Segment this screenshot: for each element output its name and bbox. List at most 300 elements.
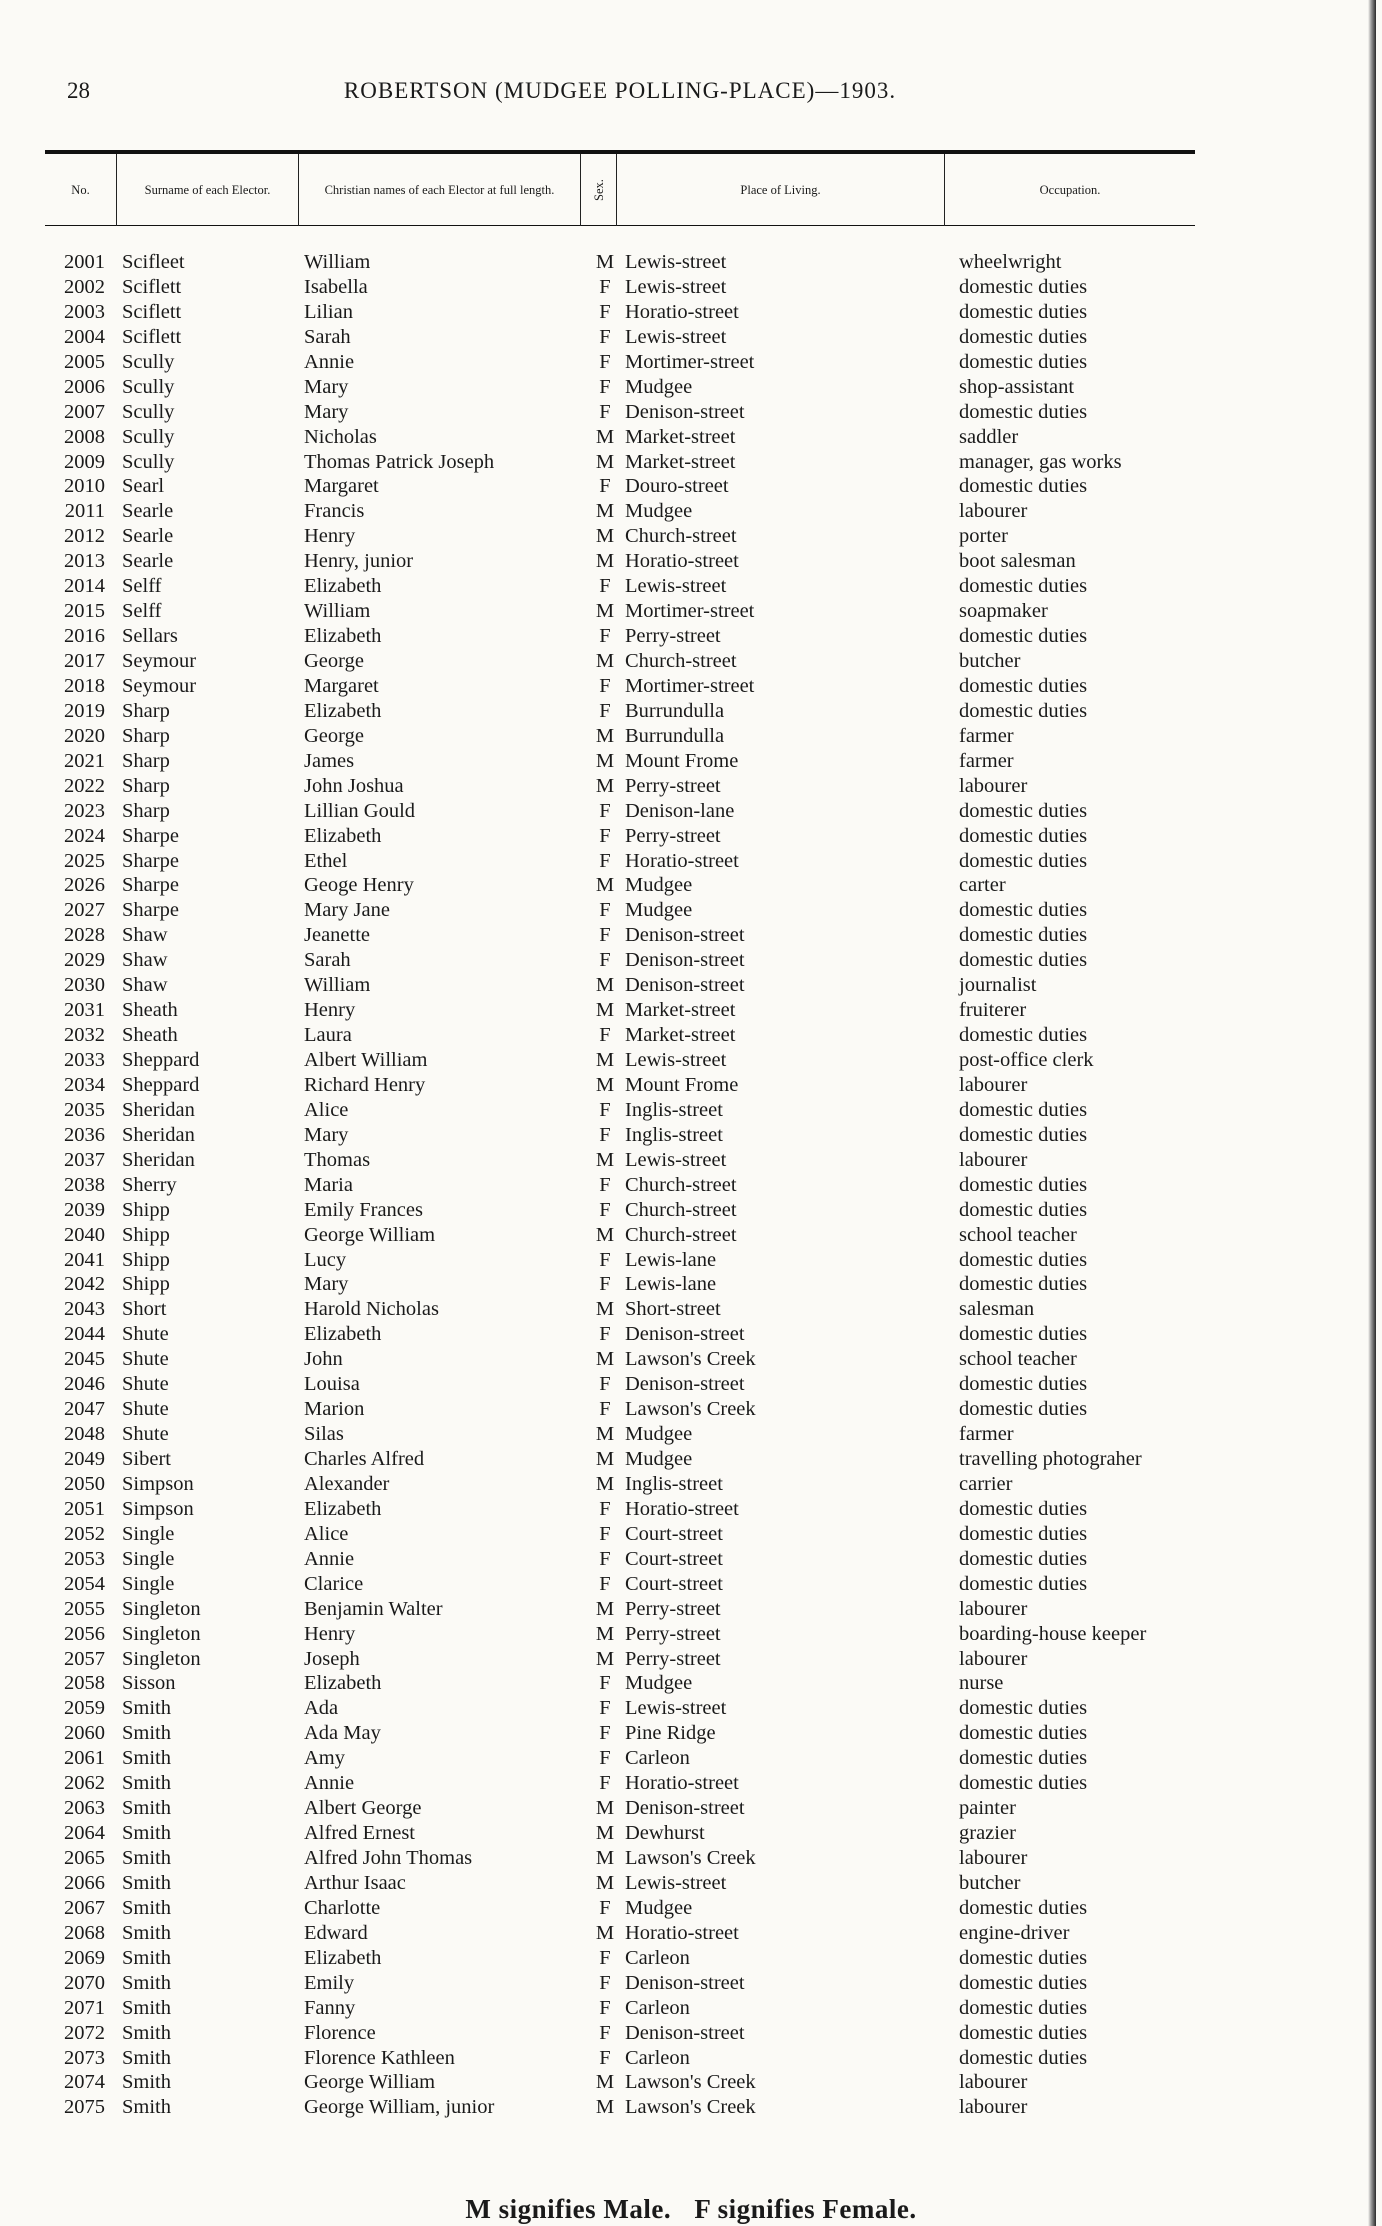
elector-number: 2064	[64, 1822, 105, 1845]
elector-surname: Sheppard	[122, 1073, 200, 1096]
elector-occupation: domestic duties	[959, 1996, 1088, 2019]
elector-sex: F	[599, 699, 611, 722]
table-row	[45, 725, 1195, 750]
elector-number: 2030	[64, 974, 105, 997]
male-note: M signifies Male.	[465, 2194, 672, 2224]
elector-surname: Scully	[122, 350, 175, 373]
elector-surname: Single	[122, 1547, 175, 1570]
elector-sex: F	[599, 899, 611, 922]
elector-place: Perry-street	[625, 1597, 721, 1620]
elector-christian-names: Mary	[304, 375, 349, 398]
elector-place: Perry-street	[625, 1622, 721, 1645]
elector-surname: Sharp	[122, 749, 170, 772]
elector-place: Inglis-street	[625, 1472, 723, 1495]
elector-number: 2028	[64, 924, 105, 947]
elector-number: 2073	[64, 2046, 105, 2069]
table-row	[45, 2071, 1195, 2096]
table-row	[45, 1199, 1195, 1224]
elector-number: 2046	[64, 1373, 105, 1396]
elector-christian-names: Amy	[304, 1747, 345, 1770]
elector-sex: F	[599, 1996, 611, 2019]
elector-surname: Smith	[122, 2071, 171, 2094]
elector-occupation: domestic duties	[959, 799, 1088, 822]
elector-place: Horatio-street	[625, 1921, 739, 1944]
elector-occupation: domestic duties	[959, 1398, 1088, 1421]
elector-place: Horatio-street	[625, 550, 739, 573]
elector-surname: Shipp	[122, 1273, 170, 1296]
table-row	[45, 1772, 1195, 1797]
elector-place: Lewis-lane	[625, 1248, 717, 1271]
elector-surname: Smith	[122, 1722, 171, 1745]
elector-sex: M	[595, 650, 615, 672]
elector-occupation: domestic duties	[959, 849, 1088, 872]
elector-christian-names: Elizabeth	[304, 1672, 382, 1695]
elector-christian-names: Clarice	[304, 1572, 364, 1595]
table-row	[45, 899, 1195, 924]
table-row	[45, 2096, 1195, 2121]
elector-occupation: wheelwright	[959, 251, 1062, 273]
elector-surname: Scully	[122, 400, 175, 423]
elector-number: 2004	[64, 325, 105, 348]
elector-surname: Sheridan	[122, 1148, 195, 1171]
elector-number: 2025	[64, 849, 105, 872]
elector-occupation: domestic duties	[959, 1248, 1088, 1271]
elector-place: Perry-street	[625, 774, 721, 797]
elector-surname: Singleton	[122, 1622, 201, 1645]
elector-surname: Sharpe	[122, 899, 179, 922]
elector-number: 2035	[64, 1098, 105, 1121]
elector-christian-names: Edward	[304, 1921, 368, 1944]
elector-sex: F	[599, 1173, 611, 1196]
elector-sex: F	[599, 674, 611, 697]
column-header-sex: Sex.	[581, 154, 617, 226]
table-row	[45, 1897, 1195, 1922]
elector-place: Horatio-street	[625, 849, 739, 872]
elector-place: Lewis-street	[625, 1697, 727, 1720]
elector-place: Church-street	[625, 650, 737, 672]
elector-surname: Smith	[122, 1896, 171, 1919]
elector-number: 2045	[64, 1348, 105, 1371]
female-note: F signifies Female.	[694, 2194, 917, 2224]
elector-occupation: domestic duties	[959, 325, 1088, 348]
elector-number: 2003	[64, 300, 105, 323]
elector-christian-names: Isabella	[304, 275, 368, 298]
table-row	[45, 1074, 1195, 1099]
elector-number: 2033	[64, 1049, 105, 1071]
elector-christian-names: Alfred Ernest	[304, 1822, 415, 1845]
elector-place: Perry-street	[625, 1647, 721, 1670]
table-row	[45, 1648, 1195, 1673]
elector-number: 2010	[64, 475, 105, 498]
elector-christian-names: Jeanette	[304, 924, 371, 947]
elector-occupation: saddler	[959, 425, 1019, 448]
column-header-place: Place of Living.	[617, 154, 945, 226]
elector-sex: F	[599, 1572, 611, 1595]
elector-sex: M	[595, 724, 615, 747]
elector-occupation: labourer	[959, 2096, 1028, 2119]
elector-place: Mudgee	[625, 375, 693, 398]
elector-place: Mount Frome	[625, 749, 739, 772]
elector-sex: M	[595, 2096, 615, 2119]
elector-christian-names: Silas	[304, 1423, 344, 1446]
elector-place: Lewis-street	[625, 275, 727, 298]
page-edge-shadow	[1368, 0, 1376, 2226]
elector-number: 2013	[64, 550, 105, 573]
elector-place: Denison-street	[625, 1373, 745, 1396]
table-row	[45, 1498, 1195, 1523]
table-row	[45, 1972, 1195, 1997]
elector-surname: Sharp	[122, 724, 170, 747]
elector-occupation: domestic duties	[959, 300, 1088, 323]
elector-christian-names: Maria	[304, 1173, 353, 1196]
elector-number: 2015	[64, 600, 105, 623]
elector-surname: Sharp	[122, 799, 170, 822]
elector-sex: F	[599, 1273, 611, 1296]
elector-christian-names: George	[304, 724, 364, 747]
elector-christian-names: Louisa	[304, 1373, 360, 1396]
elector-surname: Smith	[122, 1946, 171, 1969]
elector-place: Mount Frome	[625, 1073, 739, 1096]
elector-occupation: domestic duties	[959, 575, 1088, 598]
elector-christian-names: John Joshua	[304, 774, 404, 797]
table-row	[45, 700, 1195, 725]
elector-place: Court-street	[625, 1547, 723, 1570]
elector-sex: F	[599, 849, 611, 872]
elector-number: 2075	[64, 2096, 105, 2119]
table-row	[45, 1323, 1195, 1348]
table-row	[45, 575, 1195, 600]
elector-surname: Sheridan	[122, 1123, 195, 1146]
elector-occupation: butcher	[959, 1871, 1021, 1894]
elector-place: Pine Ridge	[625, 1722, 716, 1745]
elector-christian-names: Francis	[304, 500, 365, 523]
elector-sex: M	[595, 425, 615, 448]
elector-sex: F	[599, 1946, 611, 1969]
sex-legend	[0, 2194, 1382, 2225]
elector-surname: Shute	[122, 1398, 169, 1421]
elector-number: 2066	[64, 1871, 105, 1894]
table-row	[45, 974, 1195, 999]
table-row	[45, 1872, 1195, 1897]
elector-sex: F	[599, 575, 611, 598]
elector-surname: Searle	[122, 525, 174, 548]
elector-sex: M	[595, 1423, 615, 1446]
elector-sex: M	[595, 974, 615, 997]
elector-surname: Singleton	[122, 1647, 201, 1670]
elector-occupation: domestic duties	[959, 350, 1088, 373]
elector-christian-names: Annie	[304, 350, 355, 373]
elector-christian-names: Mary	[304, 1123, 349, 1146]
elector-occupation: labourer	[959, 500, 1028, 523]
elector-place: Horatio-street	[625, 1772, 739, 1795]
elector-occupation: soapmaker	[959, 600, 1048, 623]
elector-surname: Shipp	[122, 1223, 170, 1246]
elector-place: Inglis-street	[625, 1098, 723, 1121]
elector-christian-names: Albert George	[304, 1797, 422, 1820]
elector-surname: Shute	[122, 1348, 169, 1371]
elector-number: 2043	[64, 1298, 105, 1321]
elector-surname: Searle	[122, 500, 174, 523]
column-header-row	[45, 150, 1195, 226]
elector-surname: Shaw	[122, 924, 168, 947]
elector-surname: Seymour	[122, 674, 197, 697]
elector-sex: F	[599, 824, 611, 847]
table-row	[45, 251, 1195, 276]
elector-christian-names: Emily Frances	[304, 1198, 423, 1221]
elector-occupation: carrier	[959, 1472, 1013, 1495]
elector-occupation: domestic duties	[959, 1697, 1088, 1720]
elector-number: 2007	[64, 400, 105, 423]
elector-number: 2037	[64, 1148, 105, 1171]
elector-place: Mudgee	[625, 1672, 693, 1695]
elector-sex: M	[595, 1448, 615, 1470]
elector-number: 2072	[64, 2021, 105, 2044]
elector-number: 2038	[64, 1173, 105, 1196]
table-row	[45, 874, 1195, 899]
elector-place: Mudgee	[625, 899, 693, 922]
column-header-surname: Surname of each Elector.	[117, 154, 299, 226]
elector-sex: M	[595, 1871, 615, 1894]
table-row	[45, 625, 1195, 650]
elector-number: 2041	[64, 1248, 105, 1271]
elector-occupation: boarding-house keeper	[959, 1622, 1147, 1645]
elector-number: 2050	[64, 1472, 105, 1495]
elector-sex: F	[599, 1547, 611, 1570]
elector-number: 2012	[64, 525, 105, 548]
elector-number: 2047	[64, 1398, 105, 1421]
elector-occupation: salesman	[959, 1298, 1035, 1321]
elector-sex: F	[599, 400, 611, 423]
elector-place: Market-street	[625, 1024, 736, 1047]
elector-place: Douro-street	[625, 475, 729, 498]
elector-number: 2019	[64, 699, 105, 722]
elector-occupation: labourer	[959, 1647, 1028, 1670]
elector-christian-names: Joseph	[304, 1647, 360, 1670]
elector-place: Mortimer-street	[625, 350, 755, 373]
table-row	[45, 301, 1195, 326]
elector-surname: Scully	[122, 375, 175, 398]
elector-christian-names: Ada	[304, 1697, 339, 1720]
table-row	[45, 2022, 1195, 2047]
elector-number: 2065	[64, 1847, 105, 1869]
elector-place: Market-street	[625, 450, 736, 473]
elector-number: 2058	[64, 1672, 105, 1695]
elector-number: 2059	[64, 1697, 105, 1720]
elector-christian-names: John	[304, 1348, 343, 1371]
elector-sex: F	[599, 2046, 611, 2069]
elector-number: 2048	[64, 1423, 105, 1446]
elector-number: 2011	[64, 500, 105, 523]
table-row	[45, 1573, 1195, 1598]
elector-place: Denison-street	[625, 949, 745, 972]
column-header-occupation: Occupation.	[1039, 183, 1101, 197]
table-row	[45, 1373, 1195, 1398]
elector-christian-names: Mary	[304, 1273, 349, 1296]
elector-number: 2042	[64, 1273, 105, 1296]
table-row	[45, 949, 1195, 974]
table-row	[45, 1298, 1195, 1323]
elector-place: Church-street	[625, 525, 737, 548]
elector-number: 2022	[64, 774, 105, 797]
elector-surname: Single	[122, 1522, 175, 1545]
elector-christian-names: Lilian	[304, 300, 353, 323]
table-row	[45, 1947, 1195, 1972]
elector-place: Lawson's Creek	[625, 2071, 756, 2094]
elector-occupation: grazier	[959, 1822, 1016, 1845]
elector-place: Lawson's Creek	[625, 1348, 756, 1371]
elector-occupation: domestic duties	[959, 1896, 1088, 1919]
elector-occupation: domestic duties	[959, 625, 1088, 648]
elector-number: 2002	[64, 275, 105, 298]
elector-surname: Smith	[122, 1996, 171, 2019]
elector-occupation: domestic duties	[959, 2046, 1088, 2069]
elector-number: 2039	[64, 1198, 105, 1221]
elector-christian-names: Alexander	[304, 1472, 390, 1495]
elector-number: 2016	[64, 625, 105, 648]
elector-place: Short-street	[625, 1298, 721, 1321]
table-row	[45, 1273, 1195, 1298]
elector-place: Lewis-street	[625, 1049, 727, 1071]
elector-surname: Sharp	[122, 774, 170, 797]
elector-christian-names: Sarah	[304, 949, 351, 972]
page-title: ROBERTSON (MUDGEE POLLING-PLACE)—1903.	[343, 78, 897, 103]
elector-place: Lawson's Creek	[625, 1847, 756, 1869]
elector-surname: Sciflett	[122, 275, 182, 298]
elector-surname: Shute	[122, 1373, 169, 1396]
elector-occupation: domestic duties	[959, 1572, 1088, 1595]
elector-christian-names: Emily	[304, 1971, 355, 1994]
elector-number: 2044	[64, 1323, 105, 1346]
elector-number: 2005	[64, 350, 105, 373]
elector-number: 2034	[64, 1073, 105, 1096]
elector-christian-names: Sarah	[304, 325, 351, 348]
page-number: 28	[67, 78, 90, 103]
table-row	[45, 1124, 1195, 1149]
column-header-christian-names: Christian names of each Elector at full length.	[299, 154, 581, 226]
elector-occupation: farmer	[959, 724, 1014, 747]
elector-christian-names: Harold Nicholas	[304, 1298, 439, 1321]
elector-sex: M	[595, 525, 615, 548]
elector-place: Lawson's Creek	[625, 1398, 756, 1421]
elector-christian-names: James	[304, 749, 355, 772]
elector-place: Perry-street	[625, 625, 721, 648]
table-row	[45, 1473, 1195, 1498]
elector-place: Burrundulla	[625, 699, 725, 722]
elector-number: 2055	[64, 1597, 105, 1620]
elector-sex: F	[599, 1722, 611, 1745]
table-row	[45, 650, 1195, 675]
elector-number: 2032	[64, 1024, 105, 1047]
elector-number: 2067	[64, 1896, 105, 1919]
elector-occupation: domestic duties	[959, 1497, 1088, 1520]
elector-number: 2014	[64, 575, 105, 598]
elector-number: 2017	[64, 650, 105, 672]
elector-number: 2071	[64, 1996, 105, 2019]
elector-surname: Searl	[122, 475, 165, 498]
elector-occupation: domestic duties	[959, 899, 1088, 922]
elector-place: Mudgee	[625, 1423, 693, 1446]
elector-surname: Smith	[122, 1921, 171, 1944]
elector-number: 2070	[64, 1971, 105, 1994]
elector-sex: M	[595, 1622, 615, 1645]
table-row	[45, 1448, 1195, 1473]
elector-surname: Scully	[122, 425, 175, 448]
elector-occupation: domestic duties	[959, 475, 1088, 498]
elector-sex: M	[595, 1921, 615, 1944]
table-row	[45, 1049, 1195, 1074]
elector-sex: M	[595, 1148, 615, 1171]
elector-christian-names: Alfred John Thomas	[304, 1847, 473, 1869]
elector-place: Perry-street	[625, 824, 721, 847]
elector-surname: Sciflett	[122, 300, 182, 323]
elector-christian-names: William	[304, 251, 371, 273]
elector-place: Denison-street	[625, 1323, 745, 1346]
elector-number: 2027	[64, 899, 105, 922]
page-header	[45, 78, 1195, 118]
elector-number: 2051	[64, 1497, 105, 1520]
elector-sex: F	[599, 1896, 611, 1919]
elector-place: Lewis-street	[625, 325, 727, 348]
elector-place: Carleon	[625, 1747, 690, 1770]
elector-number: 2074	[64, 2071, 105, 2094]
elector-surname: Scully	[122, 450, 175, 473]
table-row	[45, 1348, 1195, 1373]
elector-christian-names: Florence	[304, 2021, 376, 2044]
elector-surname: Smith	[122, 1871, 171, 1894]
elector-occupation: porter	[959, 525, 1008, 548]
table-row	[45, 750, 1195, 775]
elector-place: Carleon	[625, 1996, 690, 2019]
elector-surname: Scifleet	[122, 251, 185, 273]
elector-place: Lewis-street	[625, 1871, 727, 1894]
elector-number: 2024	[64, 824, 105, 847]
table-row	[45, 1423, 1195, 1448]
elector-surname: Smith	[122, 1772, 171, 1795]
table-row	[45, 1722, 1195, 1747]
table-row	[45, 1398, 1195, 1423]
elector-sex: F	[599, 275, 611, 298]
elector-sex: F	[599, 325, 611, 348]
elector-surname: Smith	[122, 2096, 171, 2119]
elector-christian-names: Elizabeth	[304, 1323, 382, 1346]
elector-christian-names: Margaret	[304, 475, 379, 498]
elector-place: Carleon	[625, 2046, 690, 2069]
elector-christian-names: Margaret	[304, 674, 379, 697]
elector-occupation: domestic duties	[959, 1098, 1088, 1121]
elector-number: 2057	[64, 1647, 105, 1670]
elector-sex: M	[595, 749, 615, 772]
elector-christian-names: Thomas Patrick Joseph	[304, 450, 495, 473]
elector-number: 2054	[64, 1572, 105, 1595]
elector-number: 2061	[64, 1747, 105, 1770]
elector-number: 2001	[64, 251, 105, 273]
elector-occupation: butcher	[959, 650, 1021, 672]
elector-occupation: nurse	[959, 1672, 1004, 1695]
elector-christian-names: William	[304, 974, 371, 997]
elector-christian-names: Benjamin Walter	[304, 1597, 443, 1620]
elector-occupation: domestic duties	[959, 1198, 1088, 1221]
elector-occupation: painter	[959, 1797, 1016, 1820]
table-row	[45, 1249, 1195, 1274]
elector-christian-names: Florence Kathleen	[304, 2046, 455, 2069]
elector-place: Lawson's Creek	[625, 2096, 756, 2119]
elector-occupation: domestic duties	[959, 2021, 1088, 2044]
elector-surname: Simpson	[122, 1472, 194, 1495]
elector-sex: M	[595, 1647, 615, 1670]
elector-occupation: shop-assistant	[959, 375, 1075, 398]
elector-christian-names: William	[304, 600, 371, 623]
elector-sex: F	[599, 1398, 611, 1421]
